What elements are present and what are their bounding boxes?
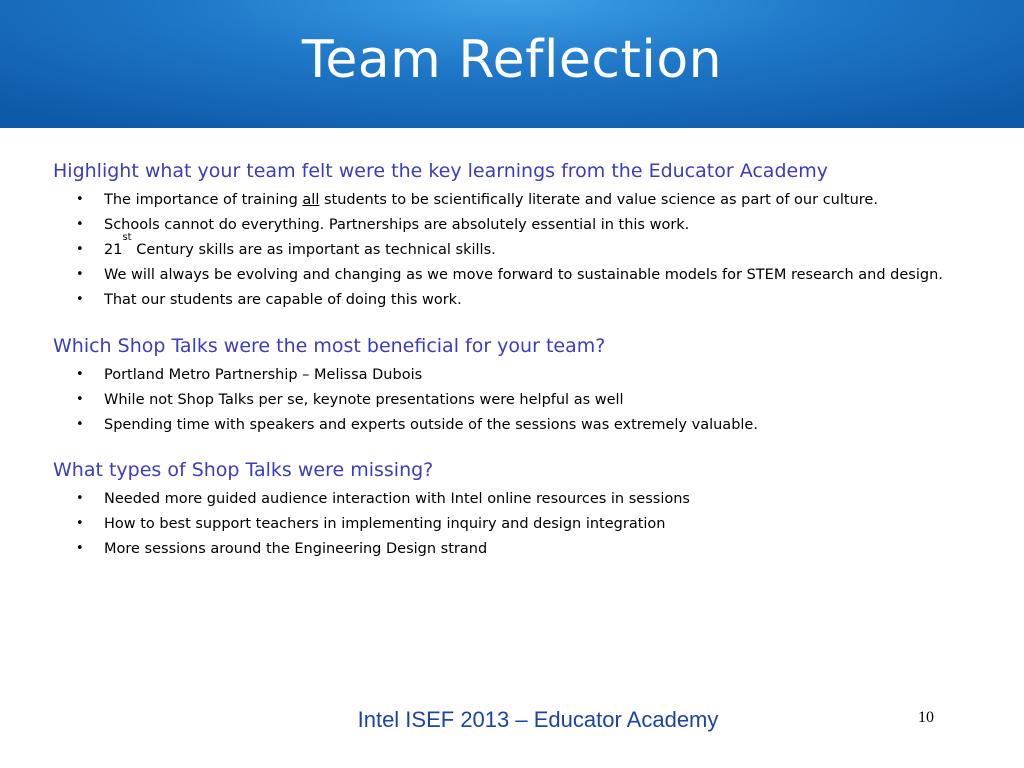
list-item bbox=[53, 365, 983, 386]
bullet-icon: • bbox=[76, 366, 84, 382]
section-missing-shop-talks bbox=[53, 457, 983, 560]
bullet-icon: • bbox=[76, 242, 84, 257]
section-heading: Highlight what your team felt were the key learnings from the Educator Academy bbox=[53, 160, 828, 182]
bullet-icon: • bbox=[76, 292, 84, 307]
bullet-icon: • bbox=[76, 491, 84, 506]
bullet-icon: • bbox=[76, 541, 84, 556]
bullet-emphasis: all bbox=[302, 192, 320, 208]
bullet-icon: • bbox=[76, 217, 84, 232]
bullet-text: Century skills are as important as technical skills. bbox=[131, 242, 496, 258]
bullet-icon: • bbox=[76, 391, 84, 407]
bullet-icon: • bbox=[76, 416, 84, 432]
section-key-learnings bbox=[53, 158, 983, 311]
bullet-text: That our students are capable of doing this work. bbox=[104, 292, 462, 308]
list-item bbox=[53, 390, 983, 411]
bullet-text: We will always be evolving and changing as we move forward to sustainable models for STEM research and design. bbox=[104, 267, 943, 283]
bullet-text: More sessions around the Engineering Design strand bbox=[104, 541, 488, 557]
bullet-text: Spending time with speakers and experts outside of the sessions was extremely valuable. bbox=[104, 416, 758, 433]
bullet-text: The importance of training bbox=[104, 192, 303, 208]
list-item bbox=[53, 190, 983, 211]
list-item bbox=[53, 265, 983, 286]
list-item bbox=[53, 514, 983, 535]
list-item bbox=[53, 539, 983, 560]
slide-title: Team Reflection bbox=[301, 30, 723, 90]
slide-content bbox=[53, 158, 983, 582]
superscript: st bbox=[122, 232, 132, 243]
section-heading: Which Shop Talks were the most beneficial for your team? bbox=[53, 334, 606, 357]
bullet-text: How to best support teachers in implementing inquiry and design integration bbox=[104, 516, 666, 532]
section-beneficial-shop-talks bbox=[53, 333, 983, 436]
list-item bbox=[53, 489, 983, 510]
bullet-list bbox=[53, 190, 983, 311]
bullet-text: Schools cannot do everything. Partnerships are absolutely essential in this work. bbox=[104, 217, 690, 233]
title-banner bbox=[0, 0, 1024, 128]
bullet-icon: • bbox=[76, 516, 84, 531]
footer-text: Intel ISEF 2013 – Educator Academy bbox=[357, 707, 719, 732]
list-item bbox=[53, 215, 983, 236]
bullet-icon: • bbox=[76, 267, 84, 282]
bullet-text: Needed more guided audience interaction with Intel online resources in sessions bbox=[104, 491, 690, 507]
bullet-list bbox=[53, 489, 983, 560]
list-item bbox=[53, 232, 983, 261]
bullet-icon: • bbox=[76, 192, 84, 207]
bullet-text: While not Shop Talks per se, keynote presentations were helpful as well bbox=[104, 391, 624, 408]
bullet-text: students to be scientifically literate and value science as part of our culture. bbox=[319, 192, 878, 208]
page-number: 10 bbox=[918, 709, 934, 726]
section-heading: What types of Shop Talks were missing? bbox=[53, 459, 434, 481]
bullet-text: Portland Metro Partnership – Melissa Dubois bbox=[104, 366, 423, 383]
list-item bbox=[53, 415, 983, 436]
bullet-text: 21 bbox=[104, 242, 123, 258]
list-item bbox=[53, 290, 983, 311]
bullet-list bbox=[53, 365, 983, 436]
